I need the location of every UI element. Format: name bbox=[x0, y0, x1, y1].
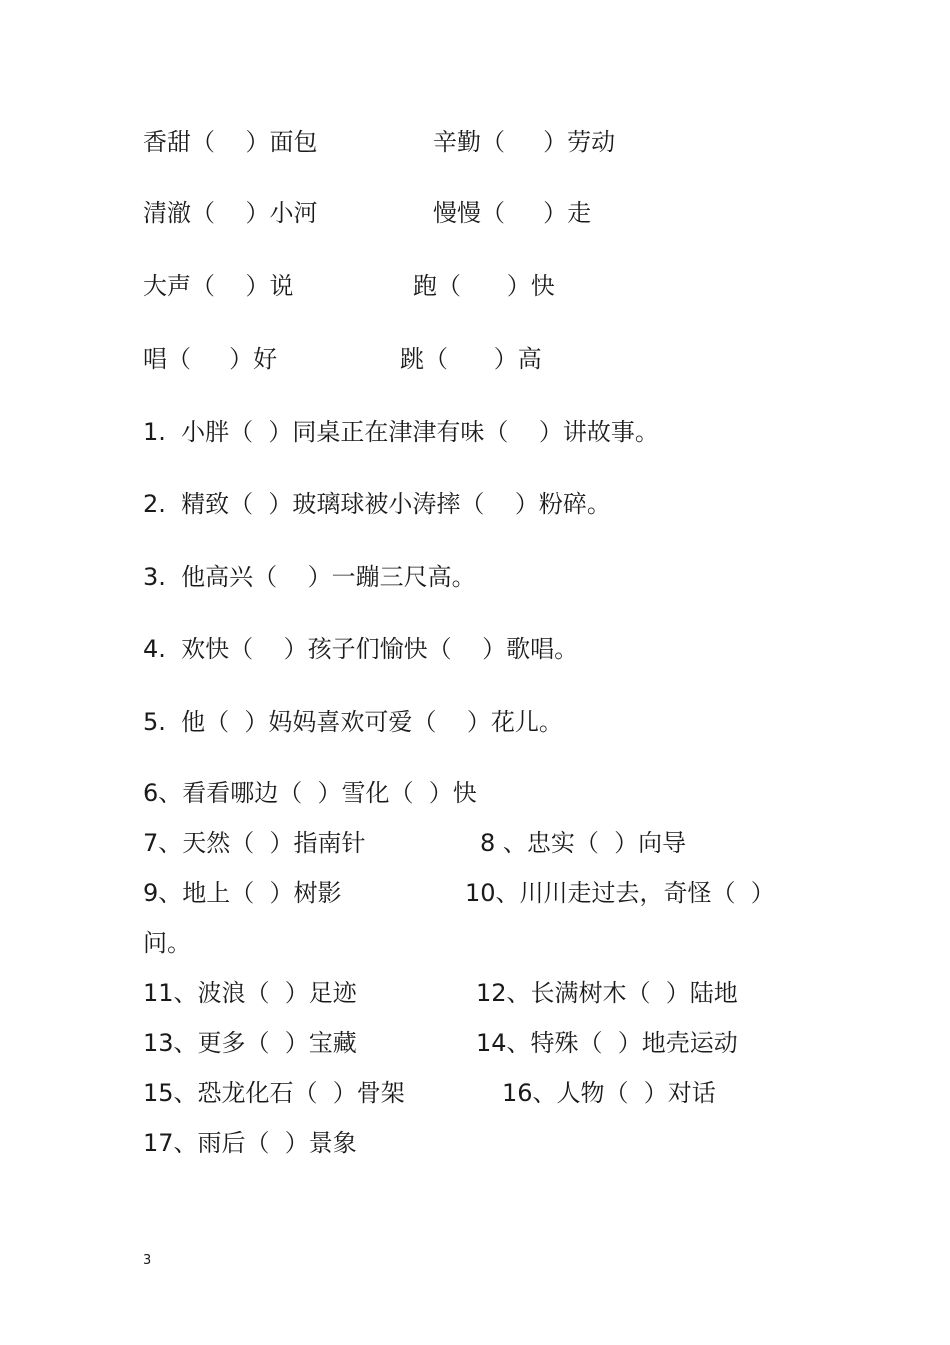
item-15: 15、恐龙化石（ ）骨架 bbox=[143, 1079, 405, 1107]
item-14: 14、特殊（ ）地壳运动 bbox=[476, 1029, 738, 1057]
item-9: 9、地上（ ）树影 bbox=[143, 879, 342, 907]
item-8: 8 、忠实（ ）向导 bbox=[480, 829, 687, 857]
item-7: 7、天然（ ）指南针 bbox=[143, 829, 366, 857]
item-6: 6、看看哪边（ ）雪化（ ）快 bbox=[143, 779, 477, 807]
pair-4-left: 唱（ ）好 bbox=[143, 345, 278, 373]
item-16: 16、人物（ ）对话 bbox=[502, 1079, 716, 1107]
sentence-3: 3. 他高兴（ ）一蹦三尺高。 bbox=[143, 563, 476, 591]
pair-1-left: 香甜（ ）面包 bbox=[143, 128, 318, 156]
page-number: 3 bbox=[143, 1253, 152, 1268]
item-17: 17、雨后（ ）景象 bbox=[143, 1129, 357, 1157]
pair-2-left: 清澈（ ）小河 bbox=[143, 199, 318, 227]
pair-2-right: 慢慢（ ）走 bbox=[433, 199, 592, 227]
sentence-4: 4. 欢快（ ）孩子们愉快（ ）歌唱。 bbox=[143, 635, 579, 663]
item-11: 11、波浪（ ）足迹 bbox=[143, 979, 357, 1007]
item-12: 12、长满树木（ ）陆地 bbox=[476, 979, 738, 1007]
item-13: 13、更多（ ）宝藏 bbox=[143, 1029, 357, 1057]
pair-3-right: 跑（ ）快 bbox=[413, 272, 555, 300]
item-10-continuation: 问。 bbox=[143, 929, 191, 957]
pair-3-left: 大声（ ）说 bbox=[143, 272, 294, 300]
pair-4-right: 跳（ ）高 bbox=[400, 345, 542, 373]
sentence-2: 2. 精致（ ）玻璃球被小涛摔（ ）粉碎。 bbox=[143, 490, 611, 518]
item-10: 10、川川走过去，奇怪（ ） bbox=[465, 879, 775, 907]
pair-1-right: 辛勤（ ）劳动 bbox=[433, 128, 616, 156]
sentence-5: 5. 他（ ）妈妈喜欢可爱（ ）花儿。 bbox=[143, 708, 563, 736]
sentence-1: 1. 小胖（ ）同桌正在津津有味（ ）讲故事。 bbox=[143, 418, 659, 446]
